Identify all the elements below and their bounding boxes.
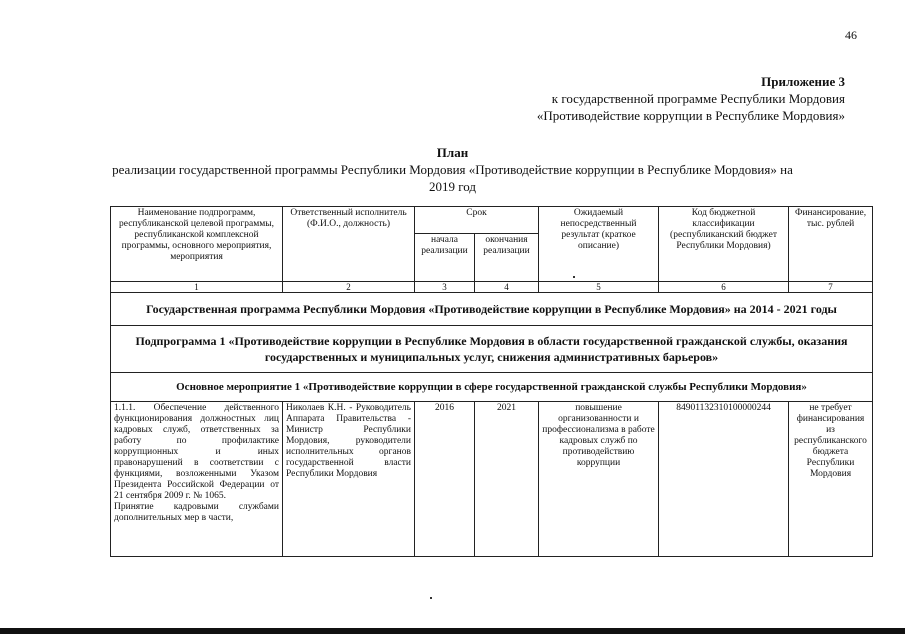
table-row xyxy=(111,402,873,557)
column-number: 7 xyxy=(789,282,873,293)
scan-speck xyxy=(430,597,432,599)
program-section-title: Государственная программа Республики Мордовия «Противодействие коррупции в Республике Мордовия» на 2014 - 2021 годы xyxy=(111,293,873,326)
row-financing: не требует финансирования из республиканского бюджета Республики Мордовия xyxy=(789,402,873,557)
appendix-block xyxy=(537,73,845,124)
header-executor: Ответственный исполнитель (Ф.И.О., должность) xyxy=(283,207,415,282)
appendix-title: Приложение 3 xyxy=(761,74,845,89)
appendix-line-1: к государственной программе Республики Мордовия xyxy=(551,91,845,106)
scan-speck xyxy=(573,276,575,278)
row-end-year: 2021 xyxy=(475,402,539,557)
column-number: 5 xyxy=(539,282,659,293)
appendix-line-2: «Противодействие коррупции в Республике Мордовия» xyxy=(536,108,845,123)
plan-title: План xyxy=(436,145,469,160)
plan-subtitle: реализации государственной программы Республики Мордовия «Противодействие коррупции в Республике Мордовия» на 2019 год xyxy=(112,162,793,194)
column-number: 2 xyxy=(283,282,415,293)
row-executor: Николаев К.Н. - Руководитель Аппарата Правительства - Министр Республики Мордовия, руководители исполнительных органов государственной власти Республики Мордовия xyxy=(283,402,415,557)
page-number: 46 xyxy=(845,28,857,42)
header-name: Наименование подпрограмм, республиканской целевой программы, республиканской комплексной программы, основного мероприятия, мероприятия xyxy=(111,207,283,282)
scan-bottom-edge xyxy=(0,628,905,634)
row-start-year: 2016 xyxy=(415,402,475,557)
column-number: 6 xyxy=(659,282,789,293)
column-numbers-row xyxy=(111,282,873,293)
column-number: 1 xyxy=(111,282,283,293)
main-activity-section-title: Основное мероприятие 1 «Противодействие коррупции в сфере государственной гражданской службы Республики Мордовия» xyxy=(111,373,873,402)
row-activity-name-p1: 1.1.1. Обеспечение действенного функционирования должностных лиц кадровых служб, ответственных за работу по профилактике коррупционных и иных правонарушений в соответствии с функциями, возложенными Указом Президента Российской Федерации от 21 сентября 2009 г. № 1065. xyxy=(114,403,279,501)
header-financing: Финансирование, тыс. рублей xyxy=(789,207,873,282)
header-result: Ожидаемый непосредственный результат (краткое описание) xyxy=(539,207,659,282)
header-term-start: начала реализации xyxy=(415,233,475,281)
plan-heading xyxy=(0,144,905,195)
column-number: 3 xyxy=(415,282,475,293)
row-activity-name xyxy=(111,402,283,557)
column-number: 4 xyxy=(475,282,539,293)
row-expected-result: повышение организованности и профессионализма в работе кадровых служб по противодействию коррупции xyxy=(539,402,659,557)
row-activity-name-p2: Принятие кадровыми службами дополнительных мер в части, xyxy=(114,502,279,523)
subprogram-section-title: Подпрограмма 1 «Противодействие коррупции в Республике Мордовия в области государственной гражданской службы, оказания государственных и муниципальных услуг, снижения административных барьеров» xyxy=(111,326,873,373)
plan-table xyxy=(110,206,873,557)
header-term: Срок xyxy=(415,207,539,234)
header-budget-code: Код бюджетной классификации (республиканский бюджет Республики Мордовия) xyxy=(659,207,789,282)
row-budget-code: 84901132310100000244 xyxy=(659,402,789,557)
header-term-end: окончания реализации xyxy=(475,233,539,281)
